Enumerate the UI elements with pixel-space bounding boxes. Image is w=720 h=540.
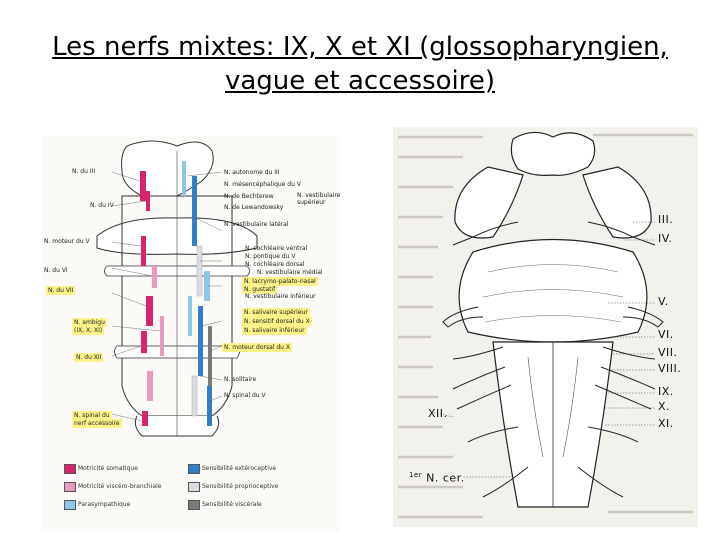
brainstem-ventral-figure [393, 127, 698, 527]
nerve-label-ix: IX. [658, 385, 674, 398]
legend-label-somatique: Motricité somatique [78, 465, 138, 472]
label-n-vestibulaire-medial: N. vestibulaire médial [257, 269, 323, 276]
label-n-solitaire: N. solitaire [224, 376, 257, 383]
label-n-du-iii: N. du III [72, 168, 96, 175]
nerve-label-viii: VIII. [658, 362, 682, 375]
label-n-du-vi: N. du VI [44, 267, 68, 274]
label-n-vestibulaire: N. vestibulaire [297, 192, 341, 199]
label-n-pontique-v: N. pontique du V [245, 253, 296, 260]
label-n-ambigu: N. ambigu [74, 319, 105, 326]
slide-title [0, 30, 720, 98]
label-n-salivaire-inferieur: N. salivaire inférieur [244, 327, 305, 334]
nerve-label-iv: IV. [658, 232, 673, 245]
nerve-label-xii: XII. [428, 407, 448, 420]
nerve-label-x: X. [658, 400, 671, 413]
legend-label-viscerale: Sensibilité viscérale [202, 501, 262, 508]
slide-title-line-2: vague et accessoire) [224, 66, 496, 96]
nerve-label-xi: XI. [658, 417, 674, 430]
legend-swatch-proprioceptive [188, 482, 200, 492]
label-n-moteur-du-v: N. moteur du V [44, 238, 90, 245]
legend-swatch-exteroceptive [188, 464, 200, 474]
label-n-sensitif-dorsal-x: N. sensitif dorsal du X [244, 318, 310, 325]
label-n-gustatif: N. gustatif [244, 286, 276, 293]
label-n-autonome-iii: N. autonome du III [224, 169, 280, 176]
label-n-vestibulaire-lateral: N. vestibulaire latéral [224, 221, 289, 228]
label-n-lacrymo-palato-nasal: N. lacrymo-palato-nasal [244, 278, 316, 285]
label-n-vestibulaire-inferieur: N. vestibulaire inférieur [245, 293, 316, 300]
label-n-ambigu-sub: (IX, X, XI) [74, 327, 103, 334]
label-n-du-vii: N. du VII [48, 287, 74, 294]
label-n-spinal-v: N. spinal du V [224, 392, 266, 399]
nerve-label-vii: VII. [658, 346, 678, 359]
label-n-cochleaire-ventral: N. cochléaire ventral [245, 245, 308, 252]
label-n-cochleaire-dorsal: N. cochléaire dorsal [245, 261, 305, 268]
brainstem-nuclei-figure [42, 136, 340, 532]
nerve-label-first-cervical [409, 471, 465, 485]
legend-label-exteroceptive: Sensibilité extéroceptive [202, 465, 277, 472]
legend-label-proprioceptive: Sensibilité proprioceptive [202, 483, 279, 490]
label-n-spinal: N. spinal du [74, 412, 110, 419]
label-n-lewandowsky: N. de Lewandowsky [224, 204, 284, 211]
legend-swatch-viscerale [188, 500, 200, 510]
legend-label-visceral-branchial: Motricité viscéro-branchiale [78, 483, 162, 490]
label-n-moteur-dorsal-x: N. moteur dorsal du X [224, 344, 290, 351]
label-superieur: supérieur [297, 199, 326, 206]
legend-label-parasympathique: Parasympathique [78, 501, 131, 508]
nerve-label-vi: VI. [658, 328, 674, 341]
first-cervical-text: N. cer. [426, 471, 465, 485]
legend-swatch-somatique [64, 464, 76, 474]
label-n-mesencephalique-v: N. mésencéphalique du V [224, 181, 301, 188]
nerve-label-iii: III. [658, 213, 674, 226]
legend-swatch-visceral-branchial [64, 482, 76, 492]
legend-swatch-parasympathique [64, 500, 76, 510]
label-n-salivaire-superieur: N. salivaire supérieur [244, 309, 308, 316]
label-n-bechterew: N. de Bechterew [224, 193, 274, 200]
label-nerf-accessoire: nerf accessoire [74, 420, 120, 427]
slide-title-line-1: Les nerfs mixtes: IX, X et XI (glossopharyngien, [52, 32, 668, 62]
label-n-du-xii: N. du XII [76, 354, 102, 361]
brainstem-ventral-drawing [393, 127, 698, 527]
first-cervical-superscript: 1er [409, 471, 423, 479]
label-n-du-iv: N. du IV [90, 202, 114, 209]
nerve-label-v: V. [658, 295, 669, 308]
